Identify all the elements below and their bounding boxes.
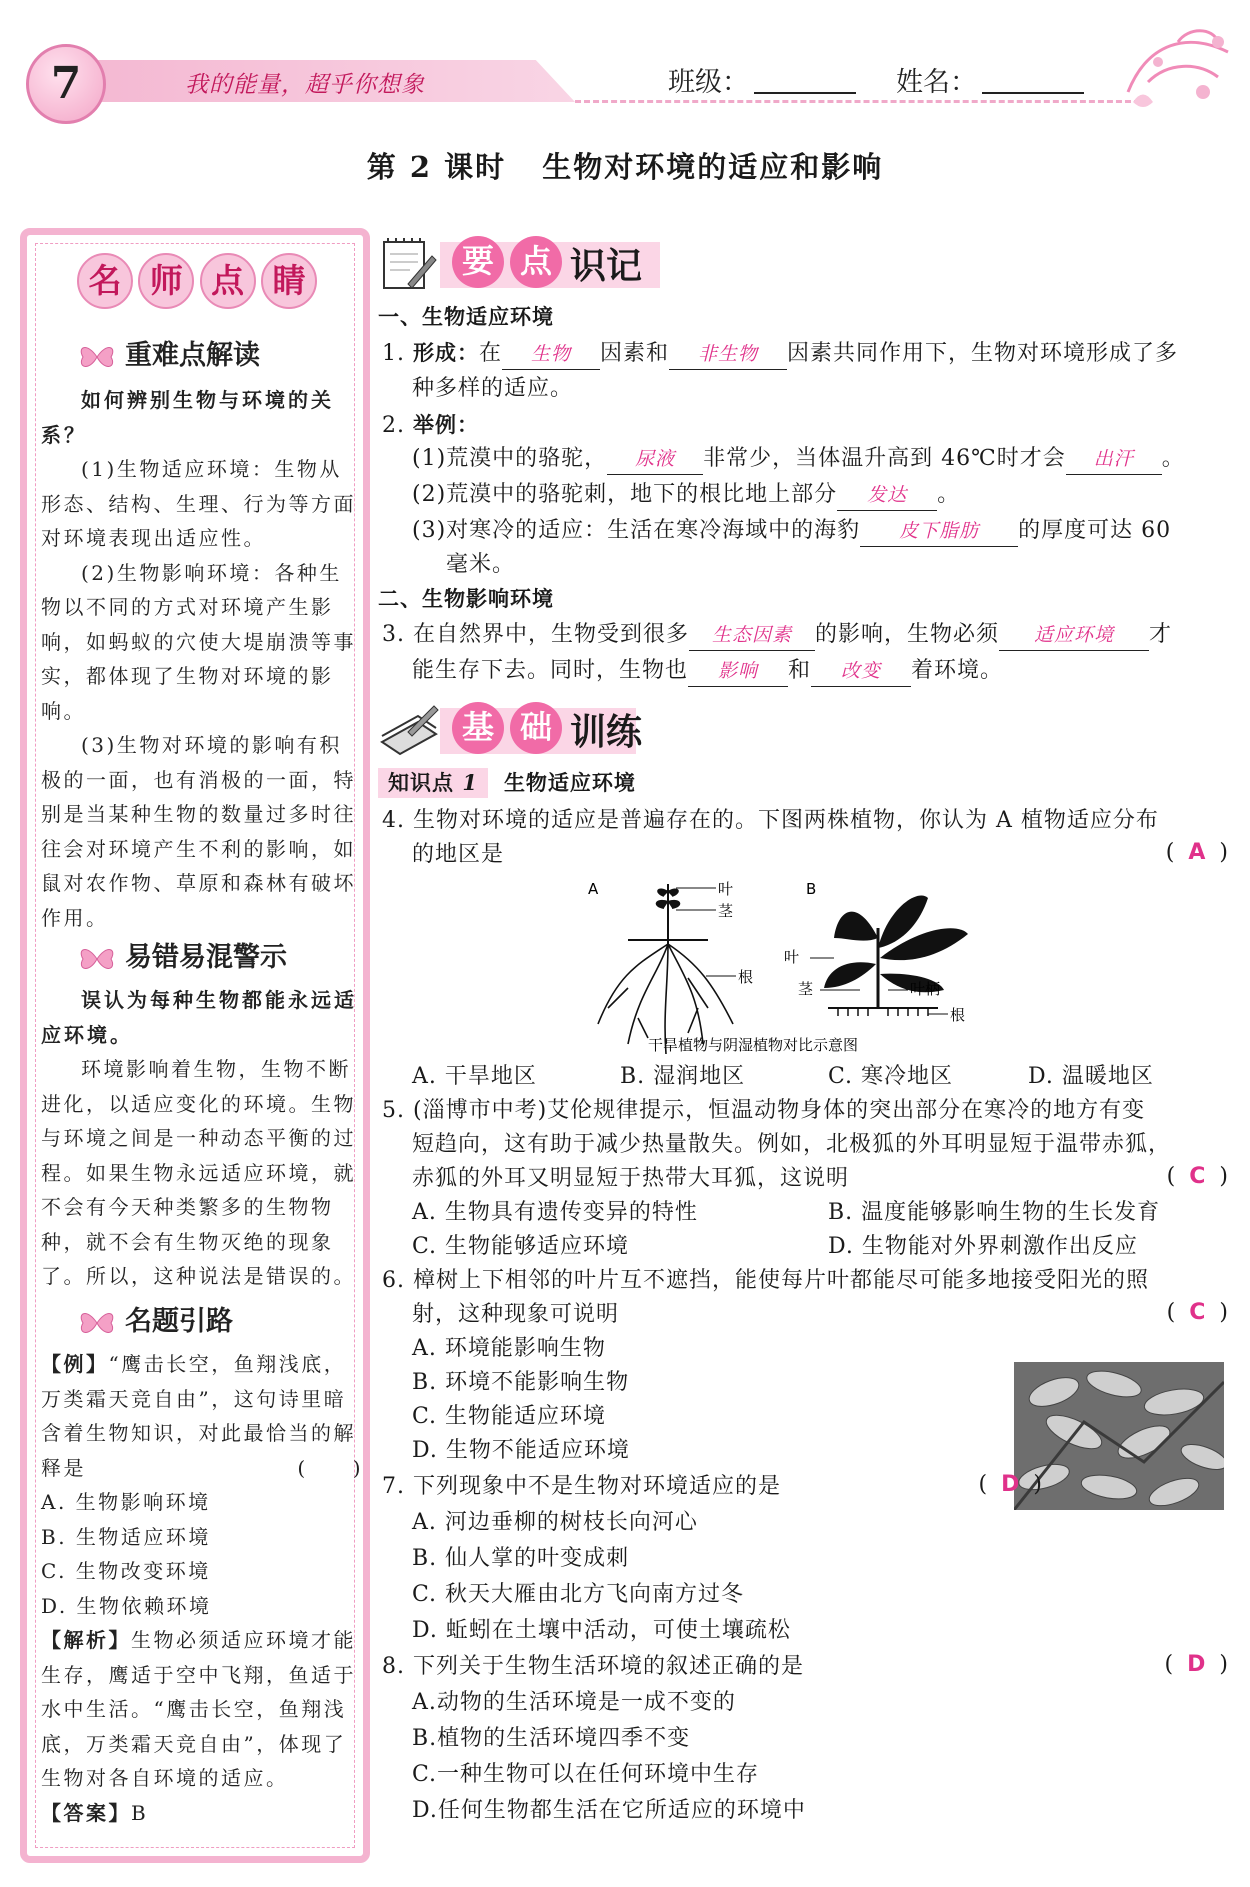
option: B. 仙人掌的叶变成刺 xyxy=(412,1546,630,1571)
camphor-tree-photo xyxy=(1014,1362,1224,1510)
answer-blank[interactable]: 非生物 xyxy=(669,339,787,370)
sidebar-paragraph: (2)生物影响环境：各种生物以不同的方式对环境产生影响，如蚂蚁的穴使大堤崩溃等事实，都体现了生物对环境的影响。 xyxy=(41,560,356,723)
books-pen-icon xyxy=(378,702,440,758)
question-6-line: 射，这种现象可说明 xyxy=(412,1302,620,1327)
svg-text:叶柄: 叶柄 xyxy=(910,980,941,998)
example-option: A. 生物影响环境 xyxy=(41,1490,211,1514)
option: B. 湿润地区 xyxy=(620,1064,746,1089)
answer-blank[interactable]: 发达 xyxy=(837,480,937,511)
answer-blank[interactable]: 皮下脂肪 xyxy=(860,516,1018,547)
plant-comparison-figure xyxy=(588,878,1028,1058)
sidebar-paragraph: (3)生物对环境的影响有积极的一面，也有消极的一面，特别是当某种生物的数量过多时往往会对环境产生不利的影响，如鼠对农作物、草原和森林有破坏作用。 xyxy=(41,733,356,930)
title-badge: 点 xyxy=(510,236,562,288)
answer-blank[interactable]: 影响 xyxy=(688,656,788,687)
key-item-2-line: (1)荒漠中的骆驼， 尿液 非常少，当体温升高到 46℃时才会 出汗 。 xyxy=(412,444,1185,475)
example-option: C. 生物改变环境 xyxy=(41,1559,211,1583)
option: D. 生物不能适应环境 xyxy=(412,1438,630,1463)
key-item-3: 3. 在自然界中，生物受到很多 生态因素 的影响，生物必须 适应环境 才 xyxy=(382,620,1172,651)
misconception-body xyxy=(41,983,363,1294)
example-question: 【例】“鹰击长空，鱼翔浅底，万类霜天竞自由”，这句诗里暗含着生物知识，对此最恰当的解释是 ( ) xyxy=(41,1352,363,1480)
answer-paren: ( A ) xyxy=(1165,840,1228,865)
answer-blank[interactable]: 出汗 xyxy=(1066,444,1162,475)
option: A.动物的生活环境是一成不变的 xyxy=(412,1690,736,1715)
question-5-line: 5. (淄博市中考)艾伦规律提示，恒温动物身体的突出部分在寒冷的地方有变 xyxy=(382,1098,1146,1123)
question-7-line: 7. 下列现象中不是生物对环境适应的是 xyxy=(382,1474,782,1499)
title-badge: 要 xyxy=(452,236,504,288)
svg-text:B: B xyxy=(806,880,817,898)
example-analysis: 【解析】生物必须适应环境才能生存，鹰适于空中飞翔，鱼适于水中生活。“鹰击长空，鱼翔浅底，万类霜天竞自由”，体现了生物对各自环境的适应。 xyxy=(41,1628,356,1790)
option: D. 生物能对外界刺激作出反应 xyxy=(828,1234,1138,1259)
key-item-1-cont: 种多样的适应。 xyxy=(412,376,574,401)
flourish-ornament-icon xyxy=(1118,22,1238,112)
page-header xyxy=(0,0,1250,130)
misconception-statement: 误认为每种生物都能永远适应环境。 xyxy=(41,988,357,1047)
sidebar-title-char: 睛 xyxy=(261,253,317,309)
key-points-title xyxy=(378,228,678,298)
option: B.植物的生活环境四季不变 xyxy=(412,1726,691,1751)
key-item-2-line: 毫米。 xyxy=(446,552,516,577)
knowledge-point-tag: 知识点 1 xyxy=(378,768,488,798)
svg-text:根: 根 xyxy=(950,1006,966,1024)
section-heading: 二、生物影响环境 xyxy=(378,587,554,611)
lesson-title xyxy=(0,145,1250,186)
answer-paren: ( C ) xyxy=(1166,1300,1228,1325)
sidebar-title-char: 点 xyxy=(200,253,256,309)
key-item-2-line: (2)荒漠中的骆驼刺，地下的根比地上部分 发达 。 xyxy=(412,480,960,511)
sidebar-paragraph: (1)生物适应环境：生物从形态、结构、生理、行为等方面对环境表现出适应性。 xyxy=(41,457,356,550)
teacher-tips-sidebar xyxy=(20,228,370,1863)
question-8-line: 8. 下列关于生物生活环境的叙述正确的是 xyxy=(382,1654,805,1679)
page-number: 7 xyxy=(26,44,106,124)
option: B. 温度能够影响生物的生长发育 xyxy=(828,1200,1161,1225)
option: B. 环境不能影响生物 xyxy=(412,1370,630,1395)
svg-text:茎: 茎 xyxy=(718,902,734,920)
title-badge: 础 xyxy=(510,702,562,754)
svg-text:叶: 叶 xyxy=(718,880,734,898)
sidebar-paragraph: 环境影响着生物，生物不断进化，以适应变化的环境。生物与环境之间是一种动态平衡的过程。如果生物永远适应环境，就不会有今天种类繁多的生物物种，就不会有生物灭绝的现象了。所以，这种说法是错误的。 xyxy=(41,1057,356,1288)
title-plain: 训练 xyxy=(570,712,643,753)
class-label: 班级： xyxy=(668,67,749,98)
key-difficulty-question: 如何辨别生物与环境的关系？ xyxy=(41,388,334,447)
option: C. 生物能够适应环境 xyxy=(412,1234,630,1259)
option: C. 寒冷地区 xyxy=(828,1064,954,1089)
key-difficulty-body xyxy=(41,383,363,935)
misconception-heading: 易错易混警示 xyxy=(77,935,287,974)
answer-blank[interactable]: 改变 xyxy=(811,656,911,687)
example-body xyxy=(41,1347,363,1830)
answer-blank[interactable]: 尿液 xyxy=(607,444,703,475)
answer-paren: ( D ) xyxy=(1164,1652,1228,1677)
key-item-1: 1. 形成：在 生物 因素和 非生物 因素共同作用下，生物对环境形成了多 xyxy=(382,338,1178,370)
name-field[interactable] xyxy=(982,92,1084,94)
answer-paren: ( D ) xyxy=(978,1472,1042,1497)
section-heading: 一、生物适应环境 xyxy=(378,305,554,329)
key-difficulty-heading: 重难点解读 xyxy=(77,333,260,372)
option: C.一种生物可以在任何环境中生存 xyxy=(412,1762,760,1787)
option: D. 温暖地区 xyxy=(1028,1064,1154,1089)
sidebar-title xyxy=(77,253,317,309)
header-divider xyxy=(575,100,1140,103)
lesson-name: 生物对环境的适应和影响 xyxy=(542,150,884,184)
svg-text:干旱植物与阴湿植物对比示意图: 干旱植物与阴湿植物对比示意图 xyxy=(648,1036,859,1054)
question-6-line: 6. 樟树上下相邻的叶片互不遮挡，能使每片叶都能尽可能多地接受阳光的照 xyxy=(382,1268,1150,1293)
question-4-line: 的地区是 xyxy=(412,842,505,867)
header-slogan: 我的能量，超乎你想象 xyxy=(185,72,425,98)
key-item-2: 2. 举例： xyxy=(382,413,479,438)
famous-question-heading: 名题引路 xyxy=(77,1299,233,1338)
question-5-line: 短趋向，这有助于减少热量散失。例如，北极狐的外耳明显短于温带赤狐， xyxy=(412,1132,1172,1157)
title-badge: 基 xyxy=(452,702,504,754)
answer-blank[interactable]: 生物 xyxy=(502,339,600,370)
option: C. 秋天大雁由北方飞向南方过冬 xyxy=(412,1582,745,1607)
basic-training-title xyxy=(378,694,678,764)
svg-text:根: 根 xyxy=(738,968,754,986)
svg-text:叶: 叶 xyxy=(784,948,800,966)
knowledge-point-title: 生物适应环境 xyxy=(503,771,636,795)
option: D.任何生物都生活在它所适应的环境中 xyxy=(412,1798,806,1823)
option: A. 河边垂柳的树枝长向河心 xyxy=(412,1510,698,1535)
answer-blank[interactable]: 适应环境 xyxy=(999,620,1149,651)
option: A. 干旱地区 xyxy=(412,1064,537,1089)
title-plain: 识记 xyxy=(570,246,643,287)
svg-text:A: A xyxy=(588,880,599,898)
svg-text:茎: 茎 xyxy=(798,980,814,998)
example-answer: 【答案】B xyxy=(41,1800,149,1825)
option: A. 环境能影响生物 xyxy=(412,1336,606,1361)
sidebar-title-char: 名 xyxy=(77,253,133,309)
option: D. 蚯蚓在土壤中活动，可使土壤疏松 xyxy=(412,1618,791,1643)
option: A. 生物具有遗传变异的特性 xyxy=(412,1200,698,1225)
shade-plant-b xyxy=(824,895,968,1016)
notebook-pencil-icon xyxy=(378,234,438,294)
sidebar-title-char: 师 xyxy=(138,253,194,309)
knowledge-point-label xyxy=(378,768,636,799)
butterfly-icon xyxy=(77,1308,117,1338)
answer-blank[interactable]: 生态因素 xyxy=(689,620,815,651)
class-field[interactable] xyxy=(754,92,856,94)
option: C. 生物能适应环境 xyxy=(412,1404,607,1429)
key-item-2-line: (3)对寒冷的适应：生活在寒冷海域中的海豹 皮下脂肪 的厚度可达 60 xyxy=(412,516,1171,547)
example-option: B. 生物适应环境 xyxy=(41,1524,211,1549)
butterfly-icon xyxy=(77,944,117,974)
name-label: 姓名： xyxy=(896,67,977,98)
lesson-number: 第 2 课时 xyxy=(366,150,507,184)
question-4-line: 4. 生物对环境的适应是普遍存在的。下图两株植物，你认为 A 植物适应分布 xyxy=(382,808,1159,833)
butterfly-icon xyxy=(77,342,117,372)
example-option: D. 生物依赖环境 xyxy=(41,1593,212,1618)
key-item-3-cont: 能生存下去。同时，生物也 影响 和 改变 着环境。 xyxy=(412,656,1003,687)
answer-paren: ( C ) xyxy=(1166,1164,1228,1189)
question-5-line: 赤狐的外耳又明显短于热带大耳狐，这说明 xyxy=(412,1166,850,1191)
